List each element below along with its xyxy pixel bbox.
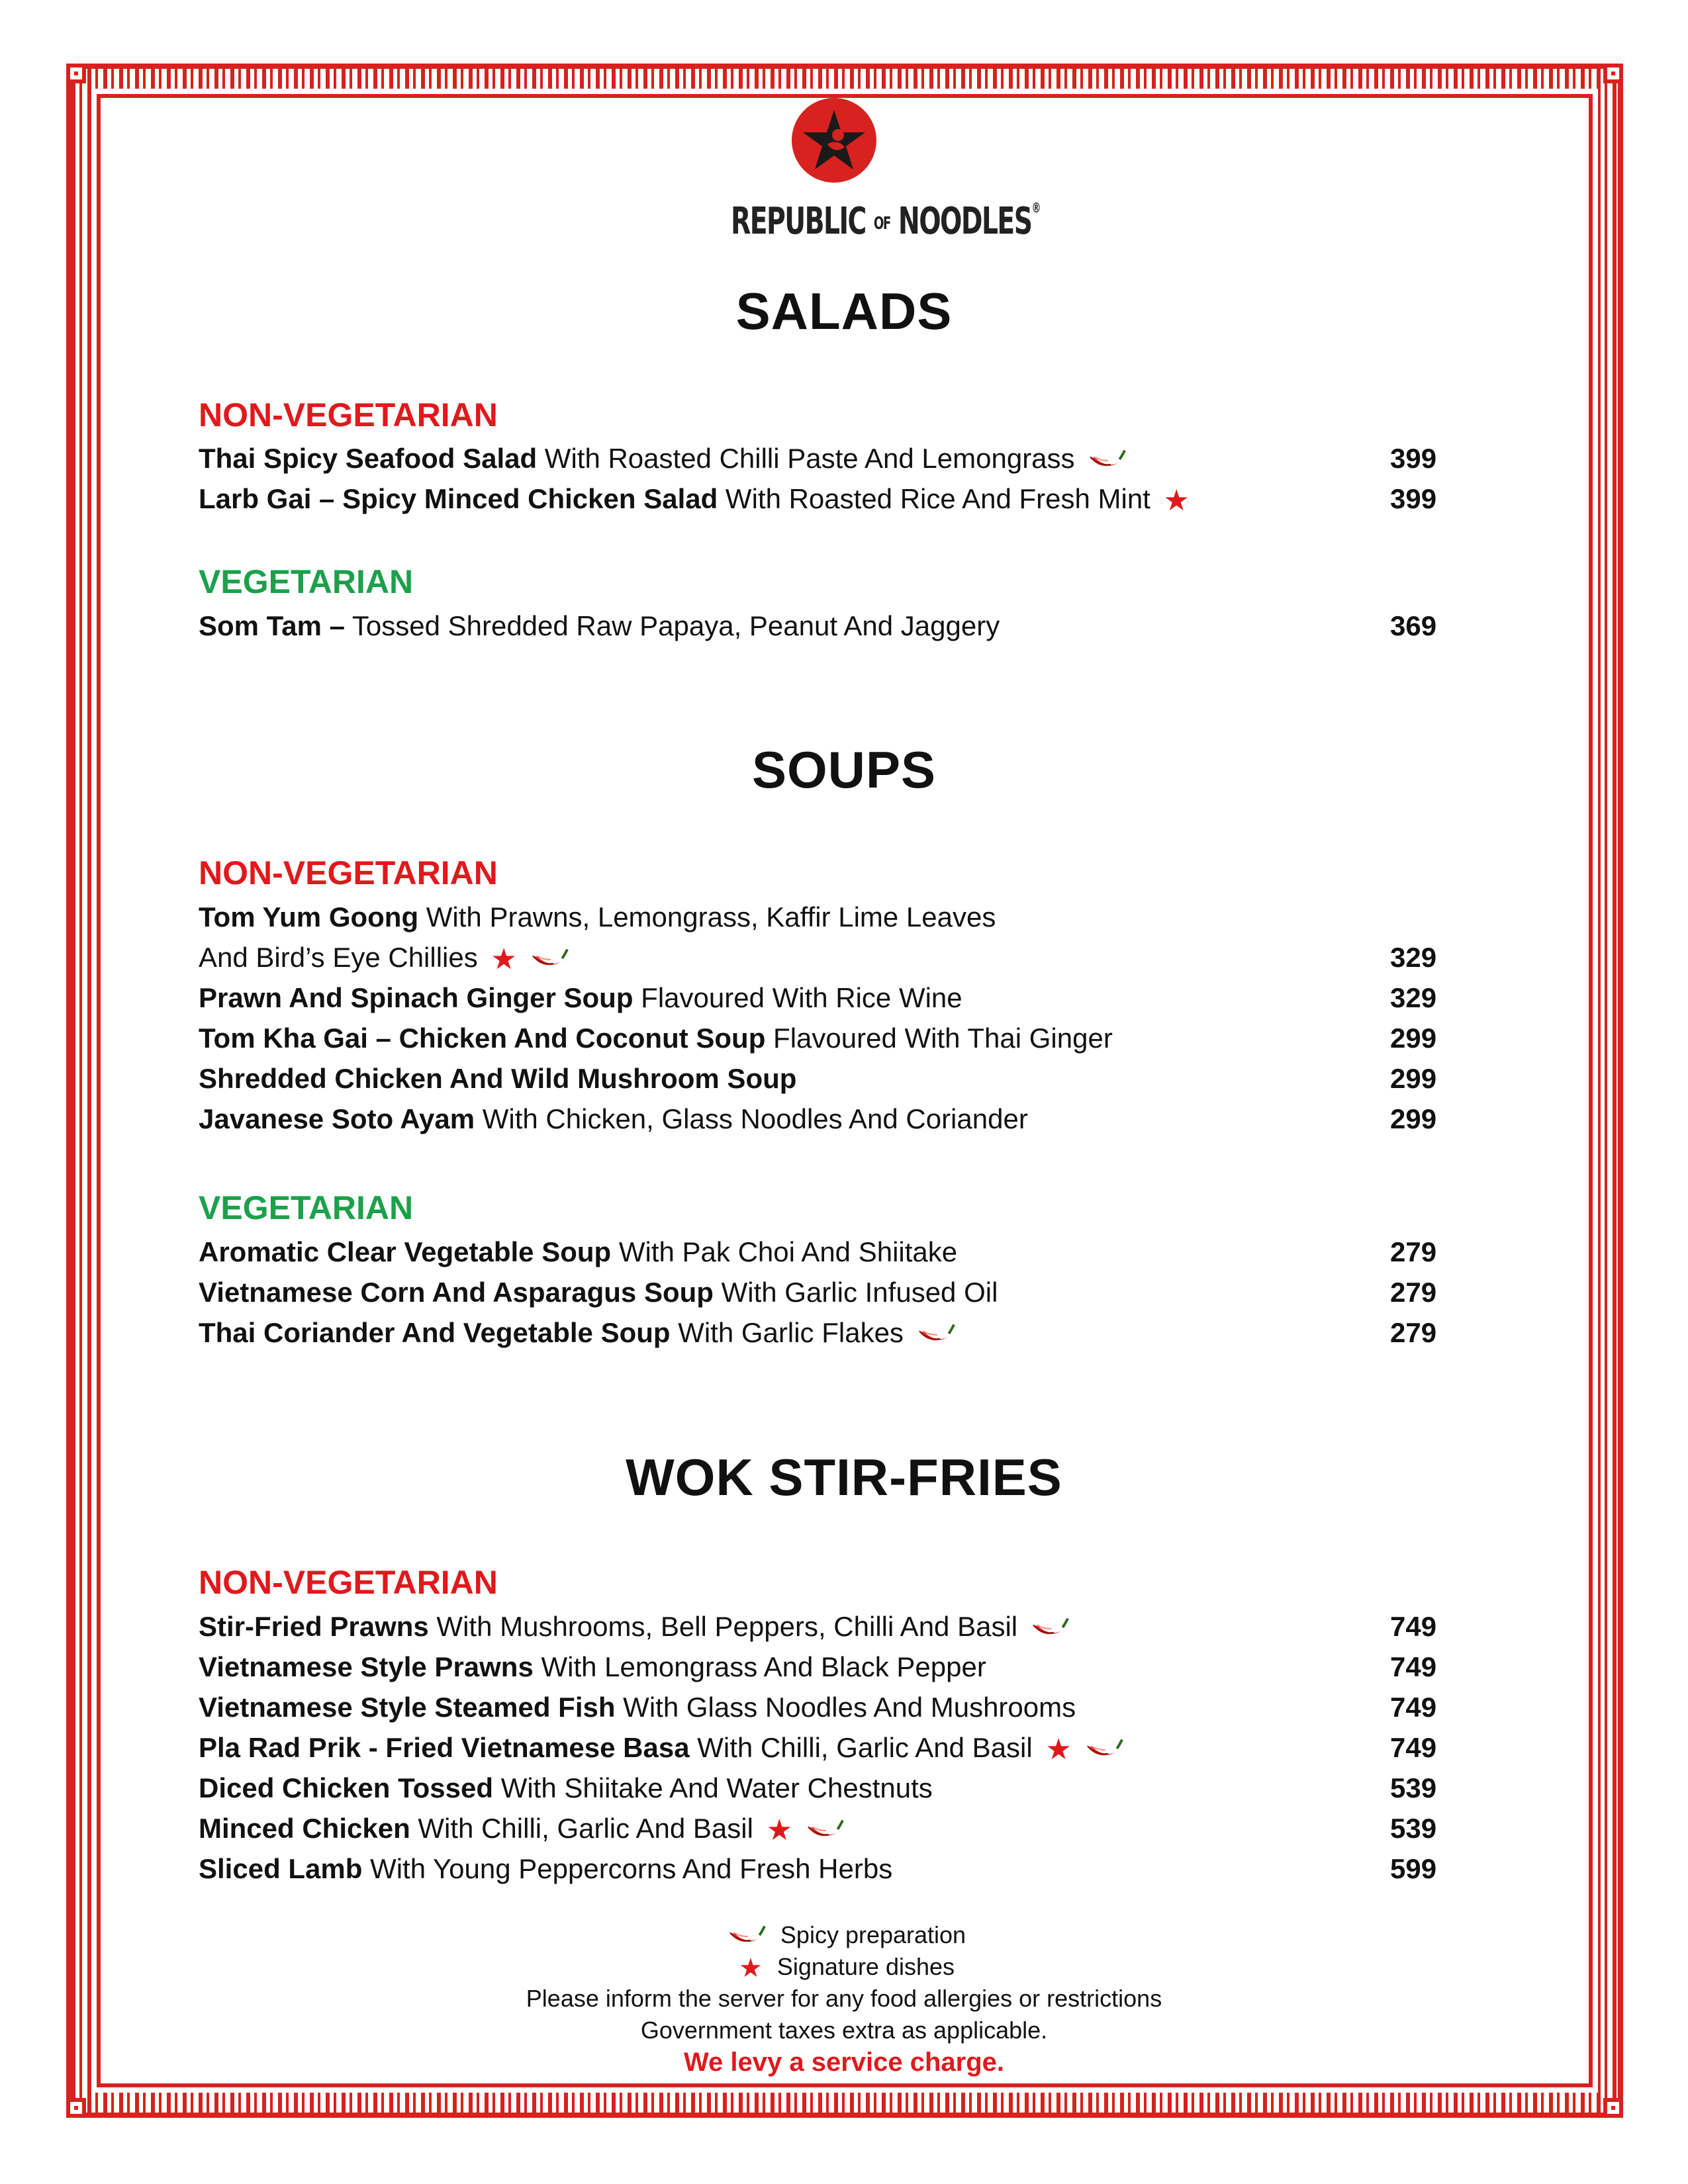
item-price: 539 — [1390, 1772, 1437, 1803]
category-veg-salads: VEGETARIAN — [199, 563, 414, 600]
menu-item — [199, 1647, 1443, 1687]
item-name: Thai Spicy Seafood Salad — [199, 443, 538, 474]
item-name: Vietnamese Style Steamed Fish — [199, 1692, 616, 1723]
menu-item — [199, 1099, 1443, 1139]
item-price: 279 — [1390, 1317, 1437, 1348]
item-desc: With Prawns, Lemongrass, Kaffir Lime Leaves — [418, 901, 996, 933]
item-price: 749 — [1390, 1732, 1437, 1763]
legend-spicy — [0, 1919, 1688, 1951]
item-desc: With Chicken, Glass Noodles And Coriander — [475, 1103, 1028, 1134]
brand-name-of: OF — [873, 213, 890, 234]
item-desc: With Chilli, Garlic And Basil — [410, 1813, 753, 1844]
brand-wordmark — [731, 200, 1040, 243]
menu-item — [199, 897, 1443, 937]
item-price: 329 — [1390, 942, 1437, 973]
menu-item — [199, 1232, 1443, 1272]
border-corner — [66, 64, 86, 83]
menu-item — [199, 1768, 1443, 1808]
item-name: Tom Yum Goong — [199, 901, 419, 933]
item-price: 369 — [1390, 610, 1437, 641]
item-price: 299 — [1390, 1063, 1437, 1094]
menu-item — [199, 439, 1443, 478]
item-desc: Flavoured With Rice Wine — [633, 982, 962, 1013]
item-desc: Flavoured With Thai Ginger — [765, 1023, 1113, 1054]
brand-name-part2: NOODLES — [898, 200, 1032, 243]
item-name: Vietnamese Style Prawns — [199, 1651, 534, 1682]
taxes-note: Government taxes extra as applicable. — [640, 2017, 1048, 2044]
legend-signature-label: Signature dishes — [776, 1953, 955, 1980]
chilli-icon — [1085, 1737, 1123, 1763]
allergy-note: Please inform the server for any food allergies or restrictions — [526, 1985, 1162, 2012]
menu-item-continued — [199, 938, 1443, 978]
item-price: 749 — [1390, 1611, 1437, 1642]
item-name: Pla Rad Prik - Fried Vietnamese Basa — [199, 1732, 690, 1763]
menu-item — [199, 1059, 1443, 1099]
chilli-icon — [917, 1322, 955, 1348]
chilli-icon — [727, 1923, 766, 1950]
menu-item — [199, 1849, 1443, 1889]
menu-item — [199, 978, 1443, 1018]
menu-item — [199, 479, 1443, 519]
item-desc: With Lemongrass And Black Pepper — [533, 1651, 986, 1682]
item-price: 749 — [1390, 1692, 1437, 1723]
item-name: Thai Coriander And Vegetable Soup — [199, 1317, 671, 1348]
item-desc: With Young Peppercorns And Fresh Herbs — [362, 1853, 893, 1884]
item-name: Minced Chicken — [199, 1813, 410, 1844]
item-desc: Tossed Shredded Raw Papaya, Peanut And Jaggery — [344, 610, 1000, 641]
menu-item — [199, 1313, 1443, 1353]
menu-item — [199, 1809, 1443, 1848]
item-price: 329 — [1390, 982, 1437, 1013]
service-charge-text: We levy a service charge. — [683, 2048, 1005, 2077]
item-name: Diced Chicken Tossed — [199, 1772, 494, 1803]
star-icon: ★ — [766, 1813, 793, 1846]
legend-spicy-label: Spicy preparation — [780, 1921, 966, 1948]
item-desc: With Shiitake And Water Chestnuts — [493, 1772, 933, 1803]
chilli-icon — [530, 946, 569, 973]
item-desc: With Roasted Chilli Paste And Lemongrass — [537, 443, 1075, 474]
item-name: Larb Gai – Spicy Minced Chicken Salad — [199, 483, 718, 514]
chilli-icon — [1031, 1615, 1069, 1642]
item-name: Aromatic Clear Vegetable Soup — [199, 1236, 612, 1267]
section-title-soups: SOUPS — [751, 741, 937, 799]
item-desc: With Garlic Infused Oil — [713, 1277, 998, 1308]
item-name: Javanese Soto Ayam — [199, 1103, 475, 1134]
border-corner — [66, 2098, 86, 2118]
menu-item — [199, 1019, 1443, 1058]
chilli-icon — [806, 1817, 844, 1844]
section-title-wok-stir-fries: WOK STIR-FRIES — [626, 1448, 1062, 1506]
legend-signature — [0, 1951, 1688, 1983]
item-price: 299 — [1390, 1103, 1437, 1134]
section-title-salads: SALADS — [735, 282, 953, 340]
chilli-icon — [1088, 447, 1126, 474]
brand-logo — [702, 98, 1040, 257]
item-name: Sliced Lamb — [199, 1853, 363, 1884]
item-name: Som Tam – — [199, 610, 345, 641]
category-nonveg-wok: NON-VEGETARIAN — [199, 1564, 498, 1601]
item-desc: With Mushrooms, Bell Peppers, Chilli And Basil — [428, 1611, 1018, 1642]
item-name: Tom Kha Gai – Chicken And Coconut Soup — [199, 1023, 766, 1054]
item-price: 279 — [1390, 1236, 1437, 1267]
star-icon: ★ — [738, 1954, 763, 1983]
star-icon: ★ — [1163, 484, 1190, 517]
category-nonveg-soups: NON-VEGETARIAN — [199, 854, 498, 891]
category-veg-soups: VEGETARIAN — [199, 1189, 414, 1226]
menu-item — [199, 1728, 1443, 1768]
menu-item — [199, 1273, 1443, 1312]
registered-mark: ® — [1031, 200, 1040, 216]
item-desc: With Glass Noodles And Mushrooms — [615, 1692, 1076, 1723]
star-icon: ★ — [1045, 1733, 1072, 1766]
item-name: Vietnamese Corn And Asparagus Soup — [199, 1277, 714, 1308]
item-name: Stir-Fried Prawns — [199, 1611, 429, 1642]
category-nonveg-salads: NON-VEGETARIAN — [199, 396, 498, 433]
item-desc: And Bird’s Eye Chillies — [199, 942, 478, 973]
item-price: 279 — [1390, 1277, 1437, 1308]
star-rooster-icon — [792, 98, 876, 183]
item-name: Shredded Chicken And Wild Mushroom Soup — [199, 1063, 797, 1094]
item-desc: With Roasted Rice And Fresh Mint — [718, 483, 1150, 514]
item-desc: With Garlic Flakes — [670, 1317, 904, 1348]
item-price: 539 — [1390, 1813, 1437, 1844]
service-charge-note — [0, 2046, 1688, 2079]
border-corner — [1603, 2098, 1623, 2118]
item-desc: With Pak Choi And Shiitake — [611, 1236, 958, 1267]
item-desc: With Chilli, Garlic And Basil — [689, 1732, 1033, 1763]
item-price: 399 — [1390, 483, 1437, 514]
menu-item — [199, 1607, 1443, 1647]
item-name: Prawn And Spinach Ginger Soup — [199, 982, 633, 1013]
menu-item — [199, 606, 1443, 646]
star-icon: ★ — [491, 942, 517, 976]
menu-item — [199, 1688, 1443, 1727]
item-price: 299 — [1390, 1023, 1437, 1054]
item-price: 599 — [1390, 1853, 1437, 1884]
border-corner — [1603, 64, 1623, 83]
item-price: 399 — [1390, 443, 1437, 474]
item-price: 749 — [1390, 1651, 1437, 1682]
brand-name-part1: REPUBLIC — [731, 200, 866, 243]
